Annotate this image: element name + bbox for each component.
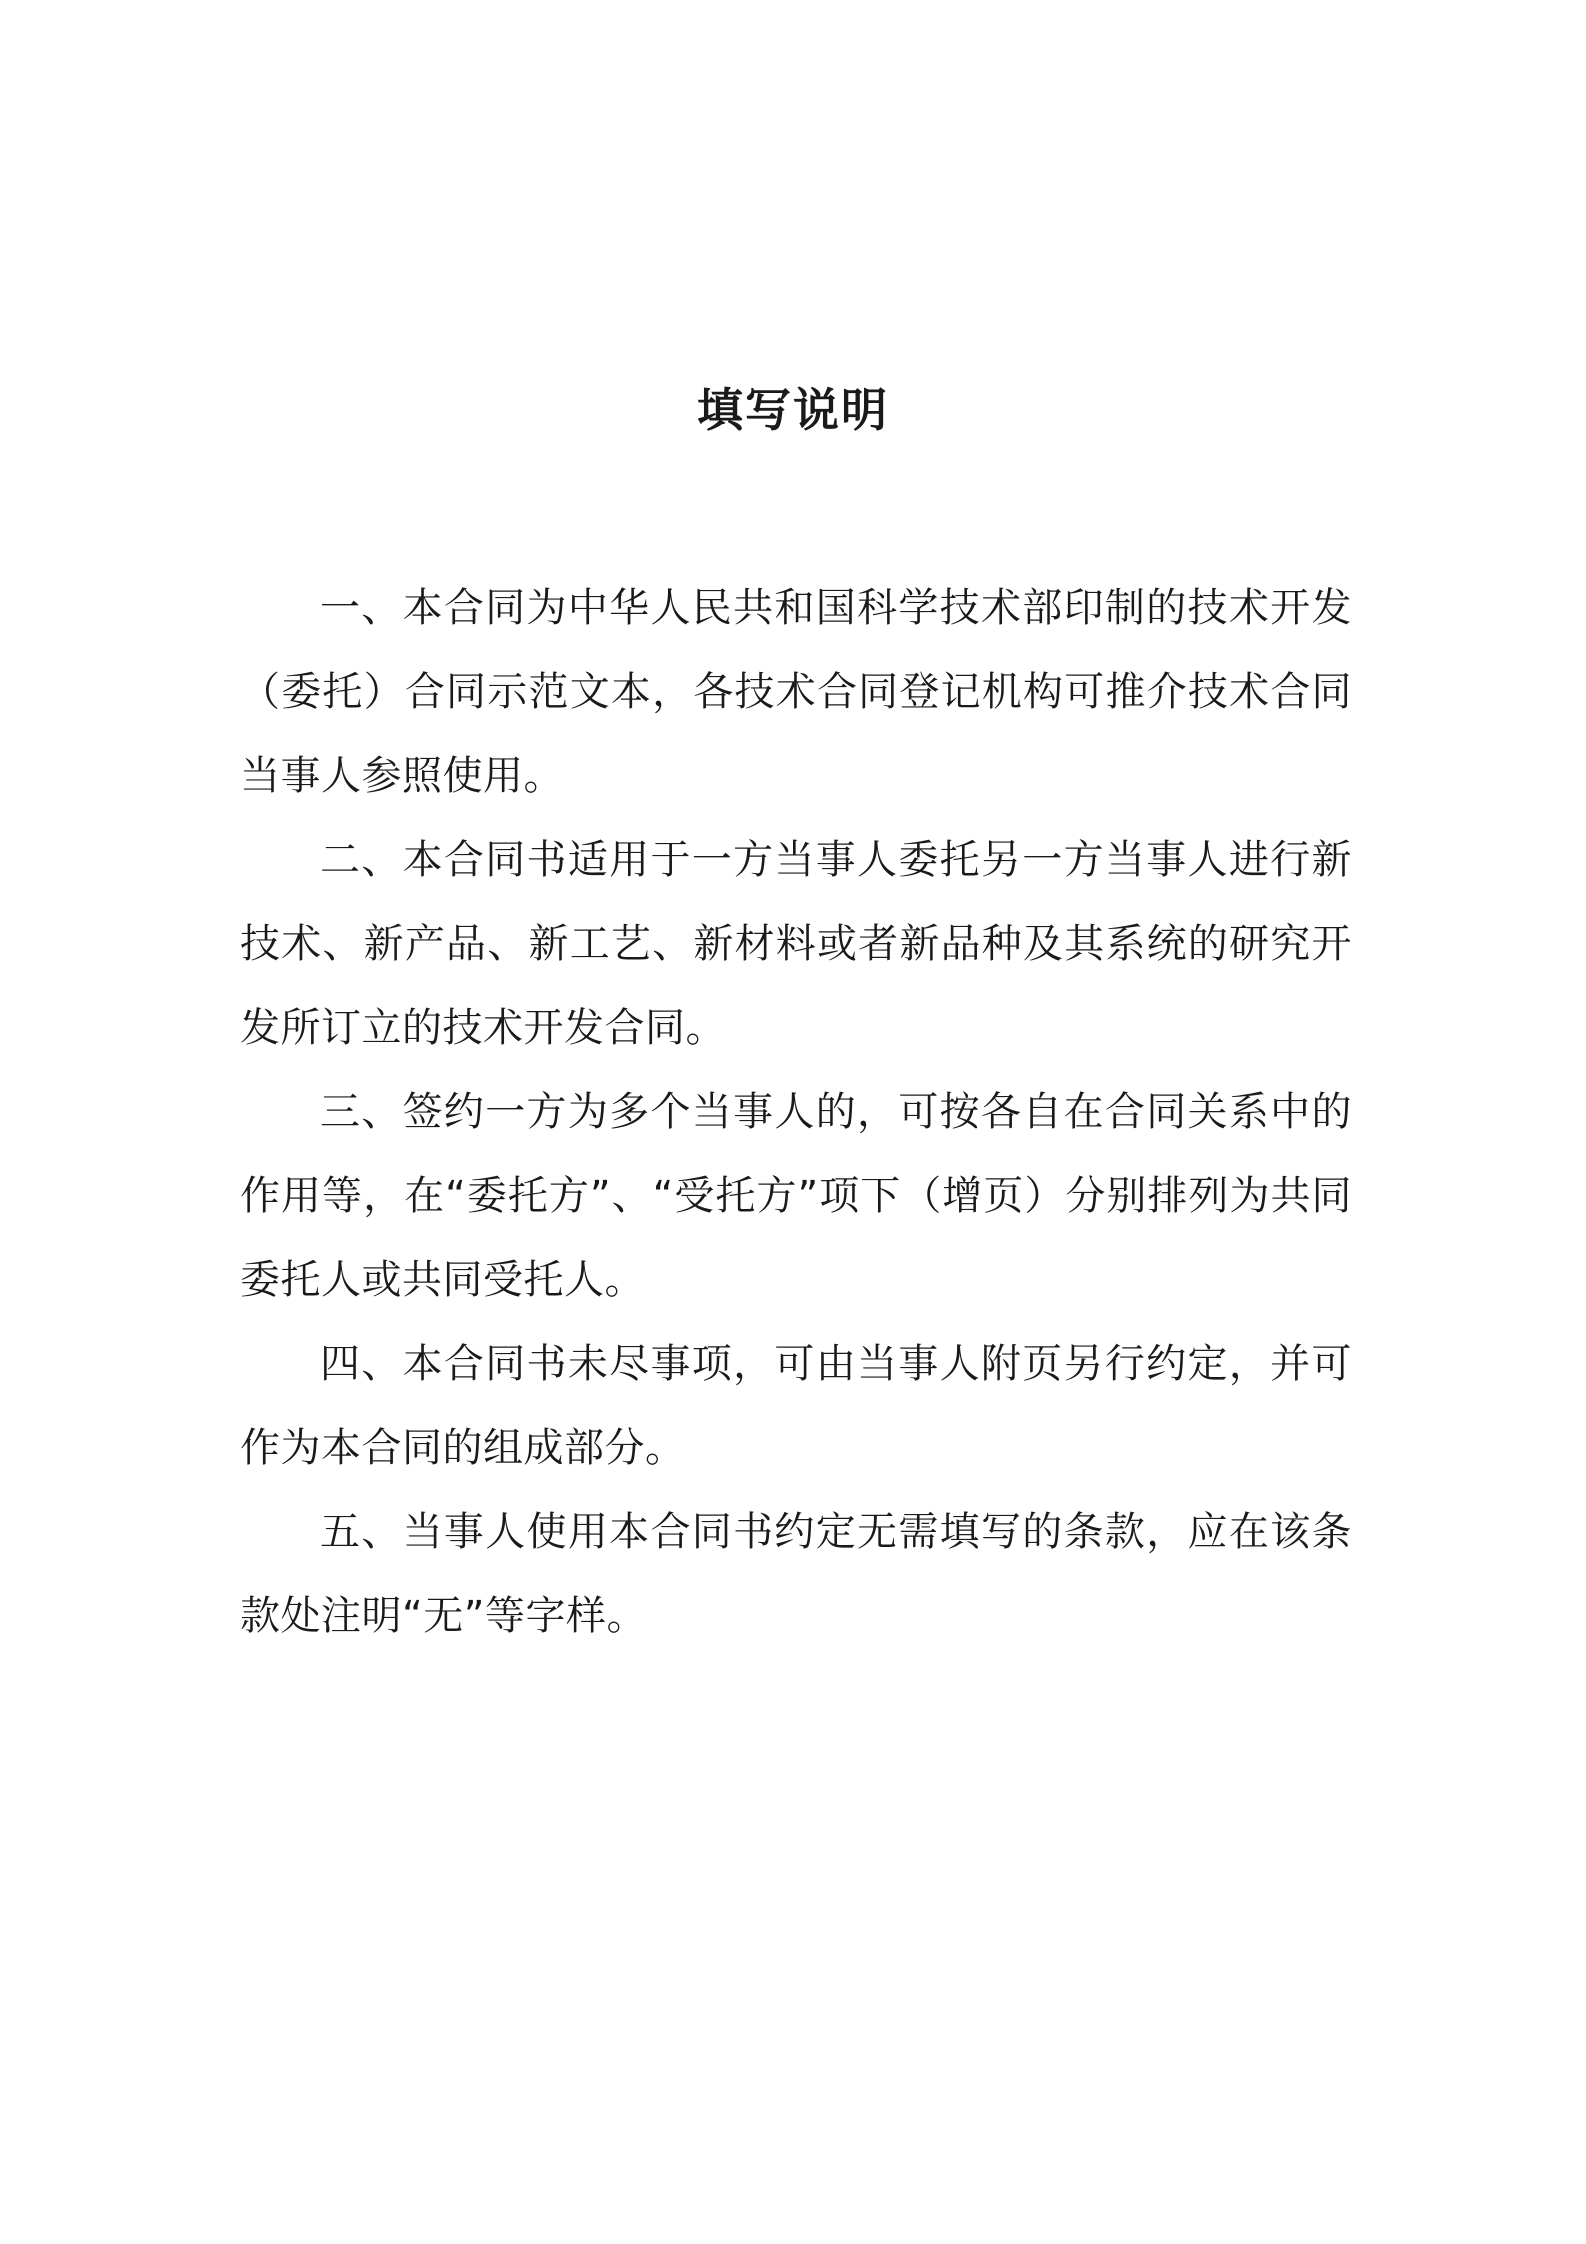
instruction-paragraph-4: 四、本合同书未尽事项，可由当事人附页另行约定，并可作为本合同的组成部分。 — [240, 1341, 1352, 1471]
page-title: 填写说明 — [697, 383, 889, 437]
instruction-paragraph-3: 三、签约一方为多个当事人的，可按各自在合同关系中的作用等，在“委托方”、“受托方”项下（增页）分别排列为共同委托人或共同受托人。 — [240, 1089, 1352, 1303]
instruction-paragraph-2: 二、本合同书适用于一方当事人委托另一方当事人进行新技术、新产品、新工艺、新材料或者新品种及其系统的研究开发所订立的技术开发合同。 — [240, 837, 1352, 1051]
instruction-paragraph-5: 五、当事人使用本合同书约定无需填写的条款，应在该条款处注明“无”等字样。 — [240, 1509, 1352, 1639]
instruction-paragraph-1: 一、本合同为中华人民共和国科学技术部印制的技术开发（委托）合同示范文本，各技术合同登记机构可推介技术合同当事人参照使用。 — [240, 585, 1352, 799]
document-body — [240, 566, 1352, 1658]
